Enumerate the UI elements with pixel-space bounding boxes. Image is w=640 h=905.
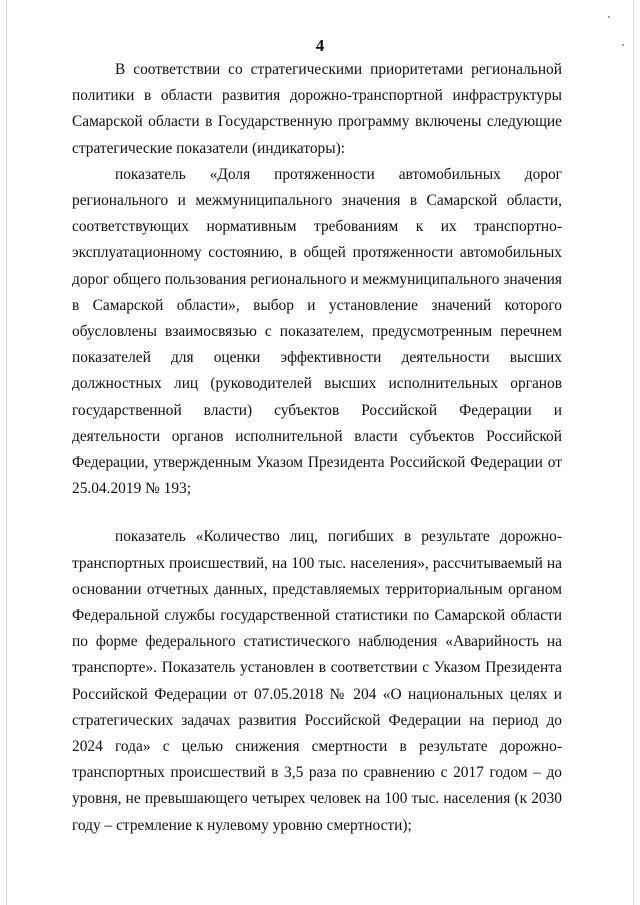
- scan-edge-right: [633, 0, 634, 905]
- page-number: 4: [315, 36, 325, 55]
- paragraph-indicator-fatalities: показатель «Количество лиц, погибших в результате дорожно-транспортных происшествий, на 100 тыс. населения», рассчитываемый на основании отчетных данных, представляемых территориальным органом Федеральной службы государственной статистики по Самарской области по форме федерального статистического наблюдения «Аварийность на транспорте». Показатель установлен в соответствии с Указом Президента Российской Федерации от 07.05.2018 № 204 «О национальных целях и стратегических задачах развития Российской Федерации на период до 2024 года» с целью снижения смертности в результате дорожно-транспортных происшествий в 3,5 раза по сравнению с 2017 годом – до уровня, не превышающего четырех человек на 100 тыс. населения (к 2030 году – стремление к нулевому уровню смертности);: [72, 528, 562, 834]
- paragraph-indicator-roads: показатель «Доля протяженности автомобильных дорог регионального и межмуниципального значения в Самарской области, соответствующих нормативным требованиям к их транспортно-эксплуатационному состоянию, в общей протяженности автомобильных дорог общего пользования регионального и межмуниципального значения в Самарской области», выбор и установление значений которого обусловлены взаимосвязью с показателем, предусмотренным перечнем показателей для оценки эффективности деятельности высших должностных лиц (руководителей высших исполнительных органов государственной власти) субъектов Российской Федерации и деятельности органов исполнительной власти субъектов Российской Федерации, утвержденным Указом Президента Российской Федерации от 25.04.2019 № 193;: [72, 165, 562, 498]
- paragraph-intro: В соответствии со стратегическими приоритетами региональной политики в области развития дорожно-транспортной инфраструктуры Самарской области в Государственную программу включены следующие стратегические показатели (индикаторы):: [72, 61, 562, 157]
- scan-speck: [608, 16, 610, 18]
- scan-edge-left: [6, 0, 7, 905]
- document-body: [72, 57, 562, 839]
